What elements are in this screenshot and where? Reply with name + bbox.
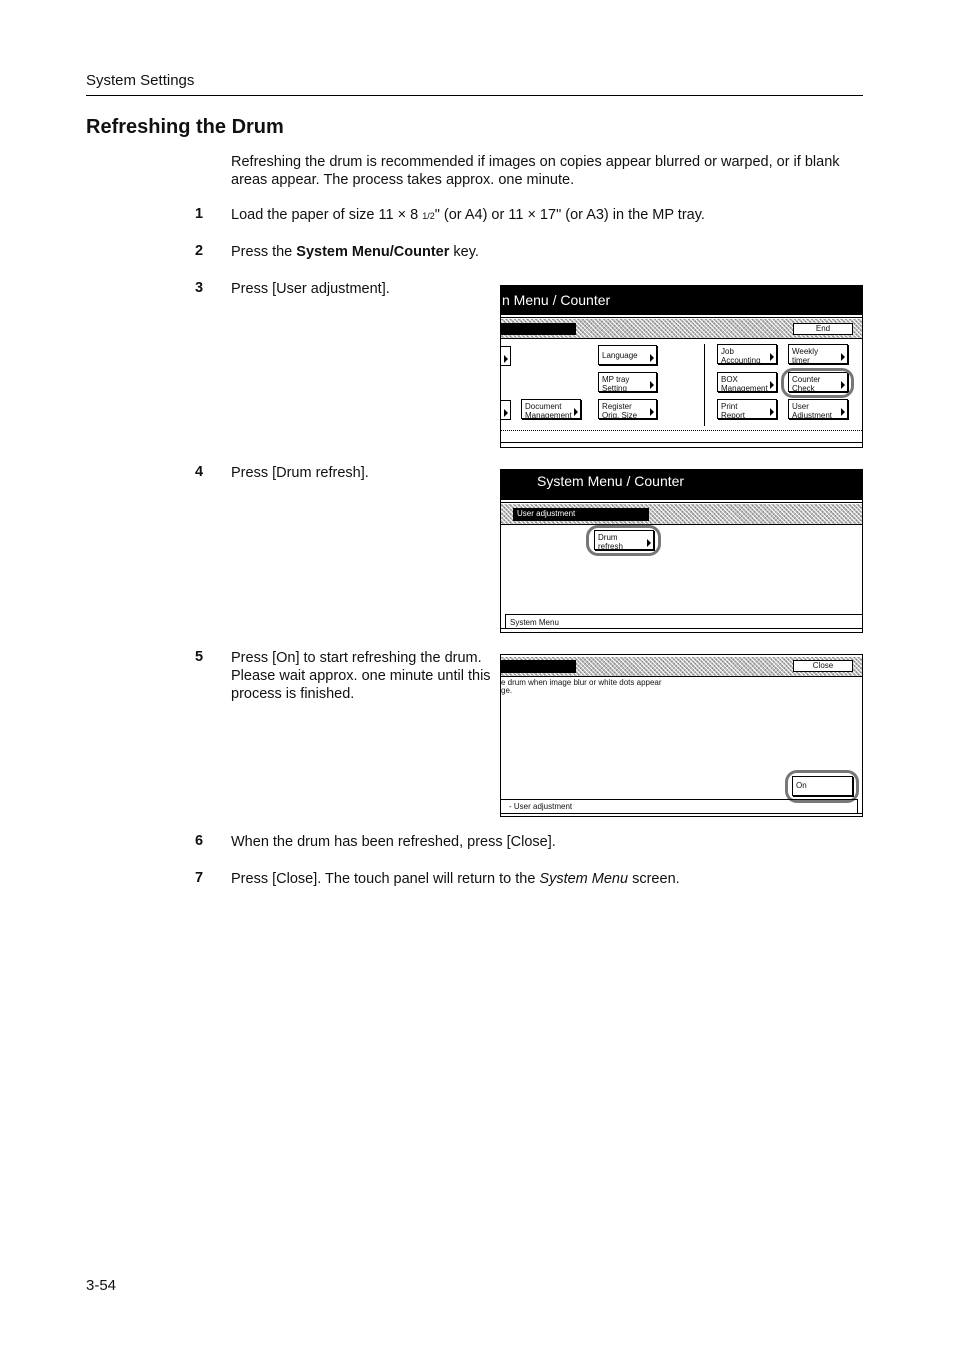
button-label: Adjustment <box>792 411 833 420</box>
document-management-button[interactable] <box>521 399 581 419</box>
button-label: Register <box>602 402 632 411</box>
running-header: System Settings <box>86 72 195 89</box>
step-text <box>231 870 680 888</box>
step-number: 2 <box>195 243 204 259</box>
step-text <box>231 243 479 261</box>
clipped-button[interactable] <box>500 346 511 366</box>
register-orig-size-button[interactable] <box>598 399 657 419</box>
step-text: Press [User adjustment]. <box>231 281 390 297</box>
header-rule <box>86 95 863 96</box>
footer-rule <box>501 430 862 431</box>
step-number: 5 <box>195 649 204 665</box>
step-number: 4 <box>195 464 204 480</box>
arrow-icon <box>841 353 845 361</box>
screen-name: System Menu <box>539 871 629 887</box>
button-label: Accounting <box>721 356 761 365</box>
button-label: refresh <box>598 542 623 551</box>
weekly-timer-button[interactable] <box>788 344 848 364</box>
on-button[interactable]: On <box>792 776 853 796</box>
step-text <box>231 206 705 225</box>
button-label: Language <box>602 351 638 360</box>
breadcrumb: System Menu <box>510 618 559 627</box>
step-text: Press [Drum refresh]. <box>231 465 369 481</box>
touch-panel-system-menu <box>500 285 863 448</box>
step-number: 1 <box>195 206 204 222</box>
page-number: 3-54 <box>86 1277 117 1294</box>
button-label: MP tray <box>602 375 630 384</box>
print-report-button[interactable] <box>717 399 777 419</box>
step-text-part: " (or A4) or 11 × 17" (or A3) in the MP tray. <box>434 207 705 223</box>
button-label: Check <box>792 384 815 393</box>
arrow-icon <box>650 381 654 389</box>
arrow-icon <box>504 355 508 363</box>
button-label: Weekly <box>792 347 819 356</box>
user-adjustment-tab[interactable]: User adjustment <box>513 508 649 521</box>
button-label: Management <box>525 411 572 420</box>
button-label: Print <box>721 402 738 411</box>
step-text: Press [On] to start refreshing the drum. Please wait approx. one minute until this process is finished. <box>231 650 491 702</box>
arrow-icon <box>770 408 774 416</box>
active-tab <box>501 323 576 335</box>
button-label: Drum <box>598 533 618 542</box>
button-label: timer <box>792 356 810 365</box>
step-number: 6 <box>195 833 204 849</box>
touch-panel-user-adjustment <box>500 469 863 633</box>
box-management-button[interactable] <box>717 372 777 392</box>
step-text-part: key. <box>449 244 479 260</box>
breadcrumb: - User adjustment <box>509 802 573 811</box>
fraction: 1/2 <box>422 211 435 221</box>
close-button[interactable]: Close <box>793 660 853 672</box>
divider <box>704 344 705 426</box>
end-button[interactable]: End <box>793 323 853 335</box>
clipped-button[interactable] <box>500 400 511 420</box>
panel-title: n Menu / Counter <box>502 292 611 308</box>
arrow-icon <box>770 381 774 389</box>
arrow-icon <box>650 354 654 362</box>
arrow-icon <box>574 408 578 416</box>
button-label: Job <box>721 347 734 356</box>
highlight-ring <box>586 525 661 556</box>
panel-title: System Menu / Counter <box>537 473 685 489</box>
button-label: Counter <box>792 375 821 384</box>
message-line: ge. <box>501 686 513 695</box>
job-accounting-button[interactable] <box>717 344 777 364</box>
button-label: User <box>792 402 809 411</box>
message-line: e drum when image blur or white dots appear <box>501 678 662 687</box>
step-text-part: screen. <box>628 871 680 887</box>
button-label: Orig. Size <box>602 411 638 420</box>
mp-tray-setting-button[interactable] <box>598 372 657 392</box>
button-label: BOX <box>721 375 738 384</box>
intro-paragraph: Refreshing the drum is recommended if images on copies appear blurred or warped, or if blank areas appear. The process takes approx. one minute. <box>231 154 840 188</box>
panel-title-bar <box>501 286 862 315</box>
panel-title-bar <box>501 470 862 500</box>
touch-panel-drum-refresh <box>500 654 863 817</box>
arrow-icon <box>504 409 508 417</box>
button-label: Setting <box>602 384 627 393</box>
button-label: Report <box>721 411 746 420</box>
arrow-icon <box>770 353 774 361</box>
step-text-part: Press the <box>231 244 297 260</box>
step-number: 7 <box>195 870 204 886</box>
step-number: 3 <box>195 280 204 296</box>
arrow-icon <box>650 408 654 416</box>
user-adjustment-button[interactable] <box>788 399 848 419</box>
arrow-icon <box>841 408 845 416</box>
button-label: Management <box>721 384 768 393</box>
page-title: Refreshing the Drum <box>86 116 284 138</box>
step-text-part: Load the paper of size 11 × 8 <box>231 207 423 223</box>
active-tab <box>501 660 576 673</box>
language-button[interactable] <box>598 345 657 365</box>
step-text-part: Press [Close]. The touch panel will return to the <box>231 871 540 887</box>
highlight-ring <box>781 368 854 398</box>
step-text: When the drum has been refreshed, press [Close]. <box>231 834 556 850</box>
key-name: System Menu/Counter <box>296 244 450 260</box>
button-label: Document <box>525 402 562 411</box>
